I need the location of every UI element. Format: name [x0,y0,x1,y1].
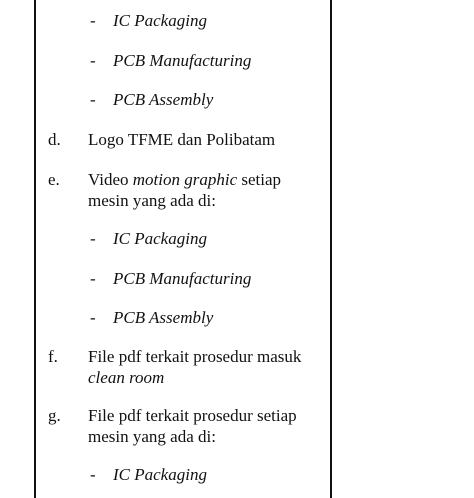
list-marker-d: d. [48,130,61,149]
sub-item-pcb-assembly: PCB Assembly [113,308,214,327]
sub-item-ic-packaging-partial: IC Packaging [113,465,207,484]
list-item-f-line1: File pdf terkait prosedur masuk [88,347,302,366]
sub-item-ic-packaging: IC Packaging [113,229,207,248]
list-item-g-line1: File pdf terkait prosedur setiap [88,406,297,425]
list-dash: - [90,51,96,70]
list-item-g-line2: mesin yang ada di: [88,427,216,446]
list-item-d-text: Logo TFME dan Polibatam [88,130,276,149]
sub-item-pcb-assembly: PCB Assembly [113,90,214,109]
sub-item-pcb-manufacturing: PCB Manufacturing [113,269,252,288]
list-dash: - [90,90,96,109]
list-marker-e: e. [48,170,60,189]
list-dash: - [90,229,96,248]
list-marker-f: f. [48,347,58,366]
list-item-f-line2: clean room [88,368,165,387]
list-dash: - [90,308,96,327]
list-marker-g: g. [48,406,61,425]
list-item-e-line1: Video motion graphic setiap [88,170,282,189]
sub-item-pcb-manufacturing: PCB Manufacturing [113,51,252,70]
list-dash: - [90,11,96,30]
list-item-e-line2: mesin yang ada di: [88,191,216,210]
list-dash: - [90,465,96,484]
sub-item-ic-packaging: IC Packaging [113,11,207,30]
list-dash: - [90,269,96,288]
